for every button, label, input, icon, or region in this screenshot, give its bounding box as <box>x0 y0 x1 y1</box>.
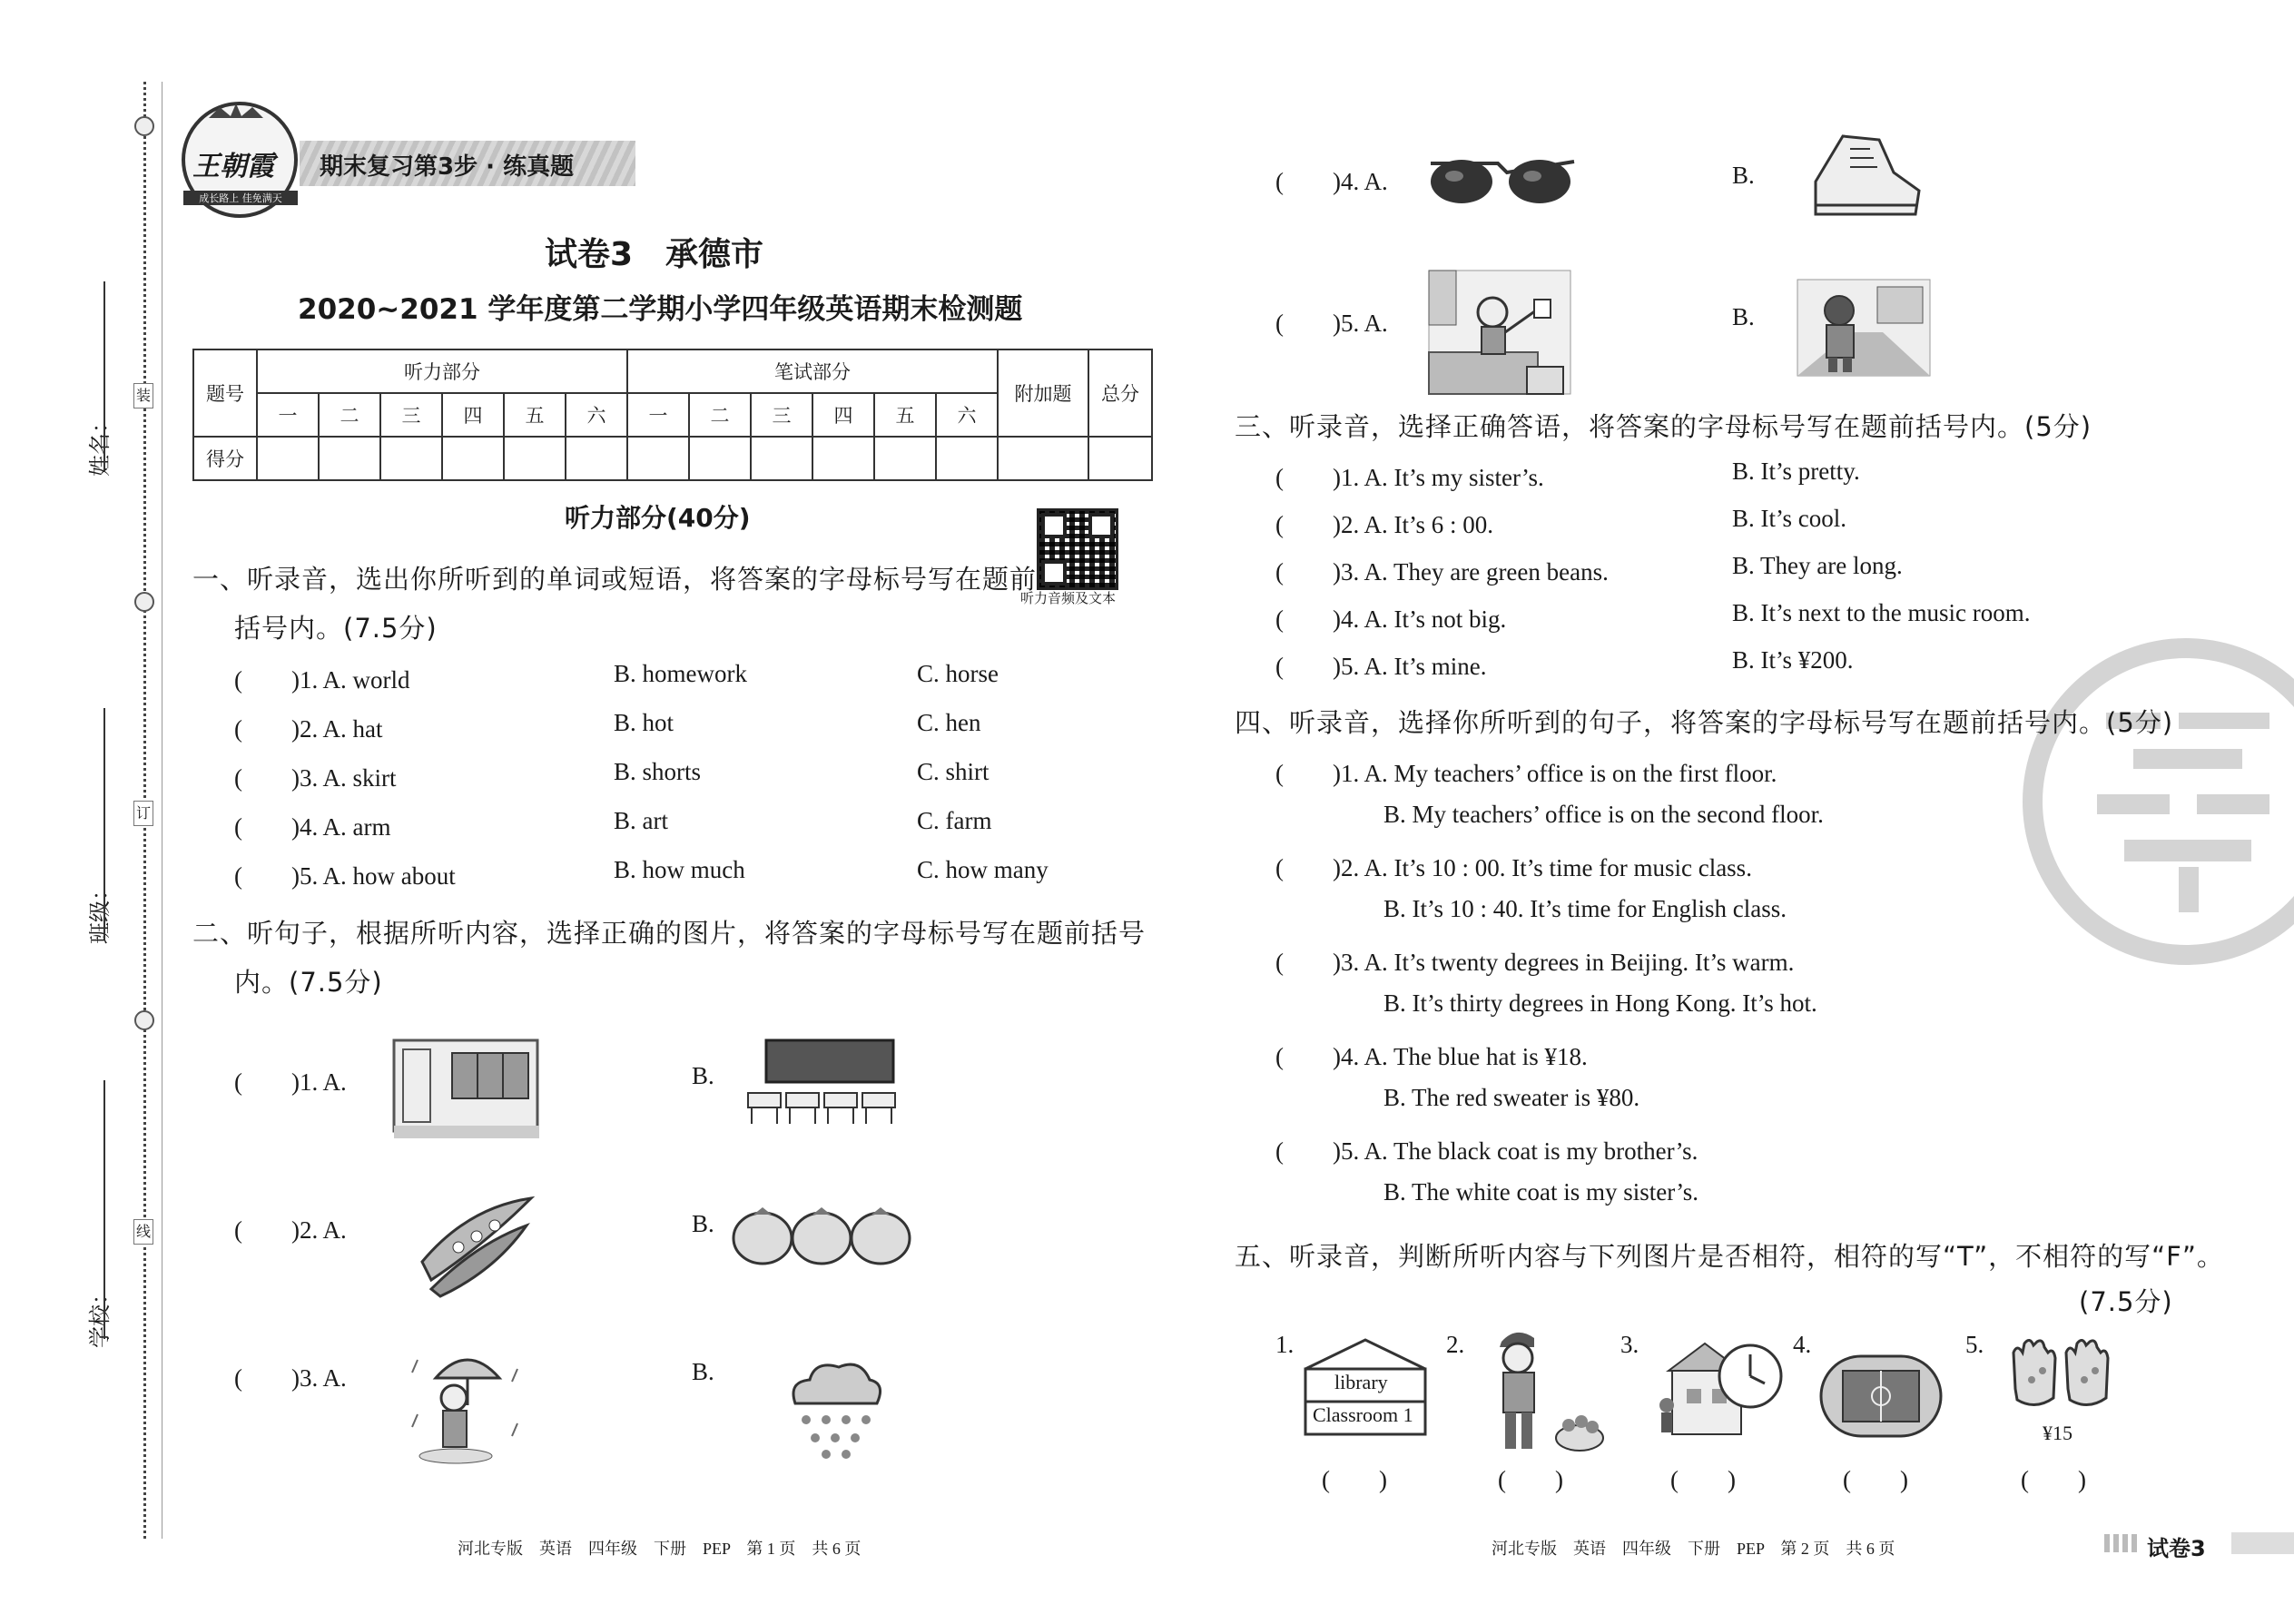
row-label-number: 题号 <box>193 349 257 437</box>
col-2: 二 <box>319 393 380 437</box>
rainy-boy-picture <box>399 1342 536 1469</box>
s5-num-2: 2. <box>1446 1331 1465 1358</box>
section3-title: 三、听录音，选择正确答语，将答案的字母标号写在题前括号内。(5分) <box>1235 411 2092 442</box>
s5-answer-4[interactable]: ( ) <box>1843 1466 1908 1493</box>
col-6: 六 <box>566 393 627 437</box>
score-cell[interactable] <box>874 437 936 480</box>
s3-q1-a[interactable]: ( )1. A. It’s my sister’s. <box>1275 464 1544 491</box>
s3-q4-a[interactable]: ( )4. A. It’s not big. <box>1275 605 1507 633</box>
name-field[interactable] <box>103 281 105 472</box>
classroom-window-picture <box>389 1035 543 1142</box>
score-cell[interactable] <box>1088 437 1152 480</box>
binding-mark-ding: 订 <box>133 801 153 826</box>
page-subtitle: 2020~2021 学年度第二学期小学四年级英语期末检测题 <box>298 293 1023 326</box>
score-cell[interactable] <box>751 437 812 480</box>
section4-title: 四、听录音，选择你所听到的句子，将答案的字母标号写在题前括号内。(5分) <box>1235 707 2174 738</box>
s2-q3-a[interactable]: ( )3. A. <box>234 1364 347 1392</box>
listening-heading: 听力部分(40分) <box>565 503 751 533</box>
s1-q4-a[interactable]: ( )4. A. arm <box>234 813 391 841</box>
s1-q5-a[interactable]: ( )5. A. how about <box>234 862 456 890</box>
s5-num-3: 3. <box>1620 1331 1639 1358</box>
s1-q2-c: C. hen <box>917 709 981 736</box>
class-field[interactable] <box>103 708 105 940</box>
section1-title-cont: 括号内。(7.5分) <box>234 613 438 644</box>
s5-num-1: 1. <box>1275 1331 1295 1358</box>
s1-q5-b: B. how much <box>614 856 745 883</box>
class-label: 班级： <box>87 879 113 944</box>
s3-q2-a[interactable]: ( )2. A. It’s 6 : 00. <box>1275 511 1493 538</box>
score-cell[interactable] <box>319 437 380 480</box>
s2-q3-b: B. <box>692 1358 714 1385</box>
s1-q1-c: C. horse <box>917 660 999 687</box>
section2-title-cont: 内。(7.5分) <box>234 967 383 998</box>
s1-q4-c: C. farm <box>917 807 992 834</box>
glove-price: ¥15 <box>2043 1422 2072 1444</box>
sunglasses-picture <box>1425 145 1580 218</box>
secret-stamp-watermark <box>2023 638 2294 965</box>
s2-q5-b: B. <box>1732 303 1755 330</box>
qr-code[interactable] <box>1037 508 1118 590</box>
binding-mark-zhuang: 装 <box>133 383 153 408</box>
house-clock-picture <box>1650 1334 1787 1443</box>
score-cell[interactable] <box>566 437 627 480</box>
logo-text: 王朝霞 <box>192 152 274 182</box>
score-cell[interactable] <box>442 437 504 480</box>
s5-answer-5[interactable]: ( ) <box>2021 1466 2086 1493</box>
section5-title: 五、听录音，判断所听内容与下列图片是否相符，相符的写“T”，不相符的写“F”。 <box>1235 1241 2224 1272</box>
s2-q4-b: B. <box>1732 162 1755 189</box>
s2-q1-b: B. <box>692 1062 714 1089</box>
footer-left: 河北专版 英语 四年级 下册 PEP 第 1 页 共 6 页 <box>458 1540 861 1558</box>
sign-library-text: library <box>1334 1371 1388 1393</box>
s4-q4-a[interactable]: ( )4. A. The blue hat is ¥18. <box>1275 1043 1588 1070</box>
footer-tab-bar <box>2231 1532 2294 1554</box>
score-table <box>192 349 1153 481</box>
binding-circle-2 <box>134 1010 154 1030</box>
s3-q4-b: B. It’s next to the music room. <box>1732 599 2031 626</box>
score-cell[interactable] <box>998 437 1088 480</box>
s1-q2-b: B. hot <box>614 709 674 736</box>
s2-q2-a[interactable]: ( )2. A. <box>234 1216 347 1244</box>
col-1: 一 <box>257 393 319 437</box>
s2-q2-b: B. <box>692 1210 714 1237</box>
s1-q3-b: B. shorts <box>614 758 702 785</box>
s1-q4-b: B. art <box>614 807 668 834</box>
s2-q4-a[interactable]: ( )4. A. <box>1275 168 1388 195</box>
score-cell[interactable] <box>812 437 874 480</box>
binding-circle-3 <box>134 116 154 136</box>
qr-caption: 听力音频及文本 <box>1020 592 1117 606</box>
s3-q2-b: B. It’s cool. <box>1732 505 1846 532</box>
s4-q2-b: B. It’s 10 : 40. It’s time for English class. <box>1383 895 1787 922</box>
s3-q3-a[interactable]: ( )3. A. They are green beans. <box>1275 558 1609 586</box>
col-8: 二 <box>689 393 751 437</box>
s3-q5-b: B. It’s ¥200. <box>1732 646 1854 674</box>
section1-title: 一、听录音，选出你所听到的单词或短语，将答案的字母标号写在题前 <box>192 564 1038 595</box>
school-field[interactable] <box>103 1080 105 1339</box>
col-4: 四 <box>442 393 504 437</box>
s5-answer-2[interactable]: ( ) <box>1498 1466 1563 1493</box>
playground-picture <box>1817 1353 1944 1440</box>
boy-vegetables-picture <box>1480 1325 1607 1462</box>
row-label-score: 得分 <box>193 437 257 480</box>
s2-q1-a[interactable]: ( )1. A. <box>234 1068 347 1096</box>
s5-answer-3[interactable]: ( ) <box>1670 1466 1736 1493</box>
tomatoes-picture <box>731 1200 912 1273</box>
score-cell[interactable] <box>936 437 998 480</box>
sneakers-picture <box>1807 127 1925 227</box>
section5-points: (7.5分) <box>2079 1286 2173 1317</box>
score-cell[interactable] <box>689 437 751 480</box>
listening-header: 听力部分 <box>257 349 627 393</box>
page-title: 试卷3 承德市 <box>545 236 764 273</box>
s4-q5-a[interactable]: ( )5. A. The black coat is my brother’s. <box>1275 1137 1698 1165</box>
binding-circle-1 <box>134 592 154 612</box>
s4-q4-b: B. The red sweater is ¥80. <box>1383 1084 1640 1111</box>
s4-q1-b: B. My teachers’ office is on the second floor. <box>1383 801 1824 828</box>
col-7: 一 <box>627 393 689 437</box>
s5-answer-1[interactable]: ( ) <box>1322 1466 1387 1493</box>
s4-q5-b: B. The white coat is my sister’s. <box>1383 1178 1698 1206</box>
score-cell[interactable] <box>257 437 319 480</box>
boy-classroom-picture <box>1427 269 1572 396</box>
sign-classroom-text: Classroom 1 <box>1313 1403 1413 1426</box>
score-cell[interactable] <box>504 437 566 480</box>
footer-tab: 试卷3 <box>2147 1536 2206 1561</box>
extra-header: 附加题 <box>998 349 1088 437</box>
blackboard-desks-picture <box>744 1037 908 1127</box>
s3-q1-b: B. It’s pretty. <box>1732 458 1860 485</box>
section2-title: 二、听句子，根据所听内容，选择正确的图片，将答案的字母标号写在题前括号 <box>192 918 1147 949</box>
total-header: 总分 <box>1088 349 1152 437</box>
s5-num-4: 4. <box>1793 1331 1812 1358</box>
snow-cloud-picture <box>779 1353 888 1462</box>
s2-q5-a[interactable]: ( )5. A. <box>1275 310 1388 337</box>
logo-ribbon: 成长路上 佳免满天 <box>183 191 298 205</box>
green-beans-picture <box>413 1189 540 1298</box>
s1-q3-a[interactable]: ( )3. A. skirt <box>234 764 397 792</box>
gloves-picture <box>2004 1334 2122 1416</box>
s1-q2-a[interactable]: ( )2. A. hat <box>234 715 383 743</box>
school-label: 学校： <box>87 1283 113 1348</box>
s4-q3-a[interactable]: ( )3. A. It’s twenty degrees in Beijing. It’s warm. <box>1275 949 1795 976</box>
col-9: 三 <box>751 393 812 437</box>
s4-q3-b: B. It’s thirty degrees in Hong Kong. It’s hot. <box>1383 989 1817 1017</box>
s3-q3-b: B. They are long. <box>1732 552 1903 579</box>
score-cell[interactable] <box>627 437 689 480</box>
name-label: 姓名： <box>87 411 113 477</box>
footer-tab-decor <box>2104 1534 2141 1552</box>
s1-q5-c: C. how many <box>917 856 1049 883</box>
boy-backpack-picture <box>1796 278 1932 378</box>
s3-q5-a[interactable]: ( )5. A. It’s mine. <box>1275 653 1487 680</box>
binding-mark-xian: 线 <box>133 1219 153 1245</box>
brand-logo <box>182 102 298 218</box>
s5-num-5: 5. <box>1965 1331 1984 1358</box>
s1-q3-c: C. shirt <box>917 758 989 785</box>
s4-q2-a[interactable]: ( )2. A. It’s 10 : 00. It’s time for music class. <box>1275 854 1752 881</box>
writing-header: 笔试部分 <box>627 349 998 393</box>
col-12: 六 <box>936 393 998 437</box>
s4-q1-a[interactable]: ( )1. A. My teachers’ office is on the first floor. <box>1275 760 1777 787</box>
col-11: 五 <box>874 393 936 437</box>
col-10: 四 <box>812 393 874 437</box>
col-3: 三 <box>380 393 442 437</box>
s1-q1-a[interactable]: ( )1. A. world <box>234 666 410 694</box>
footer-right: 河北专版 英语 四年级 下册 PEP 第 2 页 共 6 页 <box>1492 1540 1895 1558</box>
col-5: 五 <box>504 393 566 437</box>
s1-q1-b: B. homework <box>614 660 747 687</box>
banner-text: 期末复习第3步 · 练真题 <box>320 153 575 181</box>
score-cell[interactable] <box>380 437 442 480</box>
